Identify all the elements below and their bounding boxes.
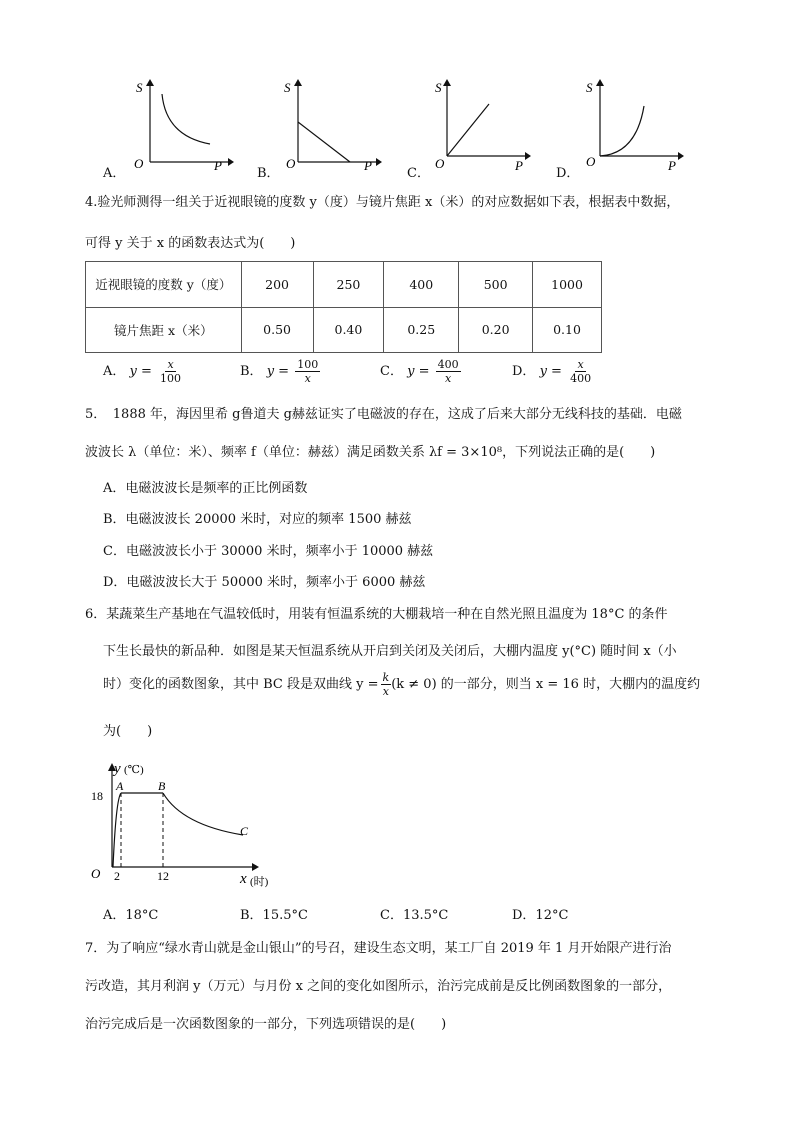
- svg-text:S: S: [435, 80, 442, 95]
- q6-option-b: B．15.5°C: [240, 908, 308, 923]
- table-cell: 0.50: [241, 307, 313, 353]
- point-b-label: B: [158, 779, 166, 793]
- x-axis-arrow: [228, 158, 234, 166]
- q6-stem-line4: 为( ): [103, 724, 153, 739]
- x-label: P: [214, 158, 222, 173]
- q3-option-b-graph: [276, 74, 386, 174]
- table-cell: 500: [459, 262, 533, 308]
- curve: [600, 106, 644, 156]
- q4-option-d: D． y = $\frac{x}{400}$: [512, 358, 592, 385]
- svg-text:O: O: [435, 156, 445, 171]
- curve: [162, 94, 210, 144]
- table-cell: 400: [384, 262, 459, 308]
- q4-stem-line1: 4.验光师测得一组关于近视眼镜的度数 y（度）与镜片焦距 x（米）的对应数据如下表，根据表中数据，: [85, 195, 680, 210]
- x-tick-12: 12: [157, 869, 169, 883]
- q6-stem-line2: 下生长最快的新品种．如图是某天恒温系统从开启到关闭及关闭后，大棚内温度 y(°C) 随时间 x（小: [103, 644, 677, 659]
- x-axis-arrow: [252, 863, 259, 871]
- q6-temperature-graph: [86, 755, 286, 895]
- x-axis-label: x: [240, 871, 247, 887]
- table-cell: 250: [313, 262, 384, 308]
- y-label: S: [136, 80, 143, 95]
- table-cell: 200: [241, 262, 313, 308]
- line-segment: [298, 122, 350, 162]
- q3-option-a-letter: A．: [103, 166, 126, 181]
- q4-stem-line2: 可得 y 关于 x 的函数表达式为( ): [85, 236, 296, 251]
- svg-text:S: S: [586, 80, 593, 95]
- q5-option-a: A．电磁波波长是频率的正比例函数: [103, 481, 308, 496]
- line-segment: [447, 104, 489, 156]
- q3-option-d-letter: D．: [556, 166, 580, 181]
- svg-text:O: O: [286, 156, 296, 171]
- y-tick-18: 18: [91, 789, 103, 803]
- q7-stem-line1: 7．为了响应“绿水青山就是金山银山”的号召，建设生态文明，某工厂自 2019 年 1 月开始限产进行治: [85, 941, 672, 956]
- q7-stem-line2: 污改造，其月利润 y（万元）与月份 x 之间的变化如图所示，治污完成前是反比例函数图象的一部分，: [85, 979, 672, 994]
- point-c-label: C: [240, 824, 249, 838]
- q7-stem-line3: 治污完成后是一次函数图象的一部分，下列选项错误的是( ): [85, 1017, 447, 1032]
- origin-label: O: [91, 866, 101, 881]
- q6-option-d: D．12°C: [512, 908, 569, 923]
- svg-text:S: S: [284, 80, 291, 95]
- table-header-cell: 镜片焦距 x（米）: [86, 307, 242, 353]
- svg-text:P: P: [668, 158, 676, 173]
- q6-stem-line1: 6．某蔬菜生产基地在气温较低时，用装有恒温系统的大棚栽培一种在自然光照且温度为 18°C 的条件: [85, 607, 668, 622]
- origin-label: O: [134, 156, 144, 171]
- table-cell: 1000: [533, 262, 602, 308]
- table-row: [86, 262, 602, 308]
- q4-data-table: [85, 261, 602, 353]
- q6-stem-line3: 时）变化的函数图象，其中 BC 段是双曲线 y = $\frac{k}{x}$ (k ≠ 0) 的一部分，则当 x = 16 时，大棚内的温度约: [103, 671, 701, 698]
- svg-text:P: P: [364, 158, 372, 173]
- q6-option-c: C．13.5°C: [380, 908, 449, 923]
- table-cell: 0.10: [533, 307, 602, 353]
- segment-bc: [163, 793, 243, 835]
- q4-option-a: A． y = $\frac{x}{100}$: [103, 358, 182, 385]
- table-header-cell: 近视眼镜的度数 y（度）: [86, 262, 242, 308]
- q6-option-a: A．18°C: [103, 908, 159, 923]
- q3-option-c-graph: [425, 74, 535, 174]
- q3-option-d-graph: [578, 74, 688, 174]
- y-axis-arrow: [146, 79, 154, 86]
- x-unit-label: (时): [250, 876, 269, 888]
- segment-oa: [113, 793, 121, 867]
- svg-text:O: O: [586, 154, 596, 169]
- q4-option-c: C． y = $\frac{400}{x}$: [380, 358, 459, 385]
- q4-option-b: B． y = $\frac{100}{x}$: [240, 358, 319, 385]
- q5-option-b: B．电磁波波长 20000 米时，对应的频率 1500 赫兹: [103, 512, 412, 527]
- svg-text:P: P: [515, 158, 523, 173]
- table-cell: 0.20: [459, 307, 533, 353]
- y-unit-label: (℃): [124, 764, 144, 776]
- q3-option-c-letter: C．: [407, 166, 430, 181]
- q5-stem-line1: 5． 1888 年，海因里希 g鲁道夫 g赫兹证实了电磁波的存在，这成了后来大部分无线科技的基础．电磁: [85, 407, 682, 422]
- q5-option-d: D．电磁波波长大于 50000 米时，频率小于 6000 赫兹: [103, 575, 426, 590]
- q5-option-c: C．电磁波波长小于 30000 米时，频率小于 10000 赫兹: [103, 544, 434, 559]
- q3-option-a-graph: [128, 74, 238, 174]
- point-a-label: A: [116, 779, 124, 793]
- x-tick-2: 2: [114, 869, 120, 883]
- q3-option-b-letter: B．: [257, 166, 280, 181]
- table-cell: 0.25: [384, 307, 459, 353]
- y-axis-label: y: [114, 761, 121, 777]
- q5-stem-line2: 波波长 λ（单位：米）、频率 f（单位：赫兹）满足函数关系 λf = 3×10⁸，下列说法正确的是( ): [85, 445, 656, 460]
- table-row: [86, 307, 602, 353]
- table-cell: 0.40: [313, 307, 384, 353]
